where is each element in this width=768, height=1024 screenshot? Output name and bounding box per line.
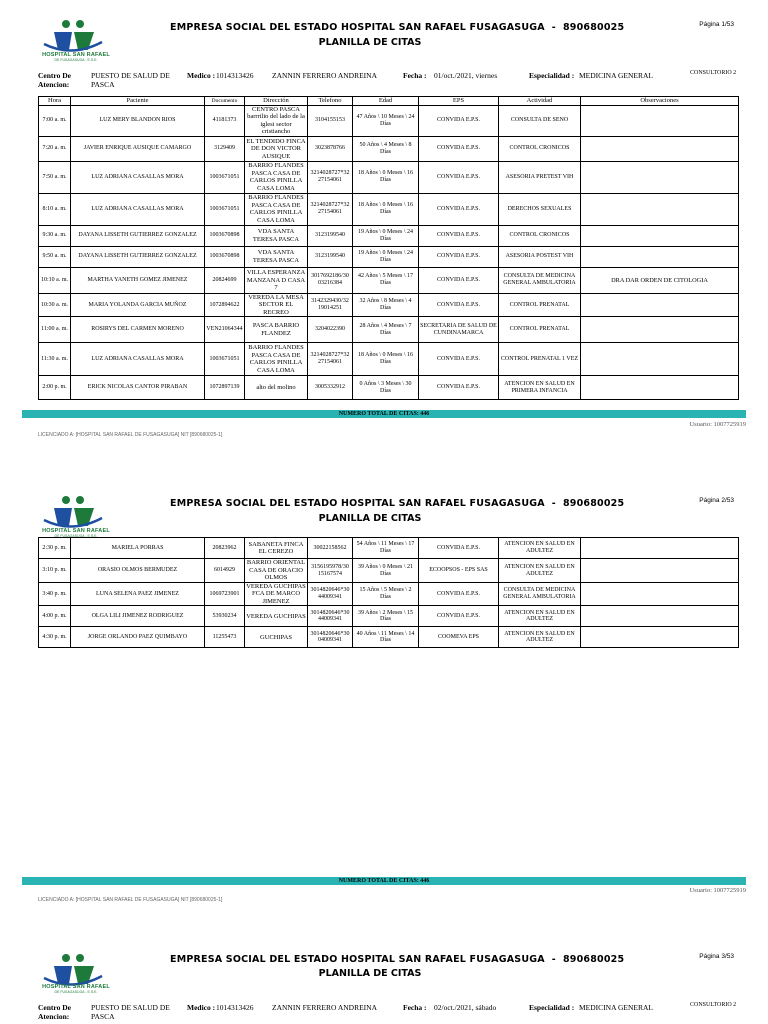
cell-eps: CONVIDA E.P.S. (419, 343, 499, 376)
cell-hora: 7:50 a. m. (39, 161, 71, 193)
logo-text: HOSPITAL SAN RAFAEL (42, 52, 110, 58)
cell-doc: 3129409 (205, 136, 245, 161)
cell-eps: CONVIDA E.P.S. (419, 193, 499, 225)
cell-doc: 41181373 (205, 106, 245, 137)
cell-doc: 1003671051 (205, 193, 245, 225)
column-header: EPS (419, 97, 499, 106)
medico-id: 1014313426 (216, 71, 254, 80)
cell-doc: 53930234 (205, 606, 245, 627)
appointments-body (39, 538, 739, 648)
cell-tel: 3023878766 (308, 136, 353, 161)
cell-eps: CONVIDA E.P.S. (419, 538, 499, 559)
cell-eps: CONVIDA E.P.S. (419, 106, 499, 137)
cell-eps: CONVIDA E.P.S. (419, 267, 499, 293)
cell-hora: 11:00 a. m. (39, 317, 71, 343)
table-row (39, 583, 739, 606)
cell-act: ATENCION EN SALUD EN PRIMERA INFANCIA (499, 376, 581, 400)
cell-dir: PASCA BARRIO FLANDEZ (245, 317, 308, 343)
cell-paciente: DAYANA LISSETH GUTIERREZ GONZALEZ (71, 246, 205, 267)
cell-dir: VDA SANTA TERESA PASCA (245, 246, 308, 267)
cell-eps: CONVIDA E.P.S. (419, 293, 499, 316)
cell-eps: CONVIDA E.P.S. (419, 583, 499, 606)
cell-dir: BARRIO FLANDES PASCA CASA DE CARLOS PINILLA CASA LOMA (245, 343, 308, 376)
cell-act: CONSULTA DE MEDICINA GENERAL AMBULATORIA (499, 267, 581, 293)
report-title: EMPRESA SOCIAL DEL ESTADO HOSPITAL SAN RAFAEL FUSAGASUGA - 890680025 (170, 22, 625, 33)
cell-hora: 7:20 a. m. (39, 136, 71, 161)
cell-hora: 8:10 a. m. (39, 193, 71, 225)
cell-obs: DRA DAR ORDEN DE CITOLOGIA (581, 267, 739, 293)
cell-act: ATENCION EN SALUD EN ADULTEZ (499, 627, 581, 648)
fecha-value: 02/oct./2021, sábado (434, 1003, 497, 1012)
cell-doc: VEN21064344 (205, 317, 245, 343)
page-number: Página 3/53 (699, 953, 734, 960)
cell-act: ATENCION EN SALUD EN ADULTEZ (499, 559, 581, 583)
cell-tel: 3214028727*32 27154061 (308, 343, 353, 376)
logo-subtext: DE FUSAGASUGA - E.S.E. (54, 990, 98, 994)
cell-obs (581, 106, 739, 137)
cell-dir: BARRIO ORIENTAL CASA DE ORACIO OLMOS (245, 559, 308, 583)
cell-dir: VEREDA GUCHIPAS FCA DE MARCO JIMENEZ (246, 583, 306, 605)
cell-act: CONTROL PRENATAL 1 VEZ (499, 343, 581, 376)
table-row (39, 246, 739, 267)
cell-eps: CONVIDA E.P.S. (419, 225, 499, 246)
cell-dir: CENTRO PASCA barrrilio del lado de la iglesi sector cristiancho (245, 106, 308, 137)
logo-text: HOSPITAL SAN RAFAEL (42, 984, 110, 990)
cell-tel: 3214028727*32 27154061 (308, 193, 353, 225)
license-text: LICENCIADO A: [HOSPITAL SAN RAFAEL DE FUSAGASUGA] NIT [890680025-1] (38, 432, 223, 438)
cell-dir: BARRIO FLANDES PASCA CASA DE CARLOS PINILLA CASA LOMA (245, 193, 308, 225)
cell-tel: 3017692186/30 03216384 (308, 267, 353, 293)
cell-paciente: JAVIER ENRIQUE AUSIQUE CAMARGO (71, 136, 205, 161)
centro-value: PUESTO DE SALUD DE PASCA (91, 1003, 170, 1021)
medico-name: ZANNIN FERRERO ANDREINA (272, 71, 377, 80)
cell-tel: 3014820646*30 44009341 (308, 606, 353, 627)
cell-act: ASESORIA PRETEST VIH (499, 161, 581, 193)
column-header: Dirección (245, 97, 308, 106)
cell-hora: 10:10 a. m. (39, 267, 71, 293)
especialidad-label: Especialidad : (529, 1003, 575, 1012)
especialidad-value: MEDICINA GENERAL (579, 1003, 653, 1012)
report-page-2 (0, 476, 768, 906)
cell-eps: SECRETARIA DE SALUD DE CUNDINAMARCA (419, 317, 499, 343)
cell-edad: 40 Años \ 11 Meses \ 14 Días (353, 627, 419, 648)
report-meta (38, 1003, 738, 1024)
cell-hora: 4:00 p. m. (39, 606, 71, 627)
cell-paciente: ORASIO OLMOS BERMUDEZ (71, 559, 205, 583)
cell-dir: BARRIO FLANDES PASCA CASA DE CARLOS PINILLA CASA LOMA (245, 161, 308, 193)
cell-paciente: ROSIRYS DEL CARMEN MORENO (71, 317, 205, 343)
cell-obs (581, 376, 739, 400)
logo-subtext: DE FUSAGASUGA - E.S.E. (54, 534, 98, 538)
cell-paciente: OLGA LILI JIMENEZ RODRIGUEZ (71, 606, 205, 627)
table-row (39, 606, 739, 627)
cell-dir: VEREDA GUCHIPAS (245, 606, 308, 627)
medico-name: ZANNIN FERRERO ANDREINA (272, 1003, 377, 1012)
fecha-label: Fecha : (403, 1003, 427, 1012)
column-header: Telefono (308, 97, 353, 106)
cell-hora: 9:30 a. m. (39, 225, 71, 246)
table-row (39, 106, 739, 137)
column-header: Paciente (71, 97, 205, 106)
cell-act: DERECHOS SEXUALES (499, 193, 581, 225)
cell-tel: 3005332912 (308, 376, 353, 400)
table-row (39, 193, 739, 225)
consultorio: CONSULTORIO 2 (690, 70, 737, 76)
cell-eps: ECOOPSOS - EPS SAS (419, 559, 499, 583)
report-meta (38, 71, 738, 93)
cell-act: ATENCION EN SALUD EN ADULTEZ (499, 538, 581, 559)
total-citas-bar: NUMERO TOTAL DE CITAS: 446 (22, 410, 746, 418)
cell-eps: CONVIDA E.P.S. (419, 246, 499, 267)
cell-eps: CONVIDA E.P.S. (419, 606, 499, 627)
cell-doc: 11255473 (205, 627, 245, 648)
cell-paciente: DAYANA LISSETH GUTIERREZ GONZALEZ (71, 225, 205, 246)
cell-obs (581, 627, 739, 648)
table-row (39, 293, 739, 316)
column-header: Observaciones (581, 97, 739, 106)
cell-dir: VDA SANTA TERESA PASCA (245, 225, 308, 246)
column-header: Actividad (499, 97, 581, 106)
cell-eps: COOMEVA EPS (419, 627, 499, 648)
cell-doc: 1072894622 (205, 293, 245, 316)
cell-doc: 1003670898 (205, 225, 245, 246)
report-page-3 (0, 940, 768, 1024)
cell-edad: 42 Años \ 5 Meses \ 17 Días (353, 267, 419, 293)
cell-edad: 47 Años \ 10 Meses \ 24 Días (353, 106, 419, 137)
cell-paciente: MARIELA PORRAS (71, 538, 205, 559)
cell-dir: VEREDA LA MESA SECTOR EL RECREO (245, 293, 308, 316)
table-row (39, 538, 739, 559)
cell-tel: 3156195978/30 15167574 (308, 559, 353, 583)
report-page-1 (0, 0, 768, 470)
cell-obs (581, 246, 739, 267)
column-header: Documento (205, 97, 245, 106)
cell-edad: 54 Años \ 11 Meses \ 17 Días (353, 538, 419, 559)
report-title: EMPRESA SOCIAL DEL ESTADO HOSPITAL SAN RAFAEL FUSAGASUGA - 890680025 (170, 954, 625, 965)
cell-act: ATENCION EN SALUD EN ADULTEZ (499, 606, 581, 627)
cell-tel: 3214028727*32 27154061 (308, 161, 353, 193)
cell-doc: 1072897139 (205, 376, 245, 400)
usuario-label: Usuario: 1007725919 (689, 887, 746, 894)
cell-doc: 1003670898 (205, 246, 245, 267)
cell-eps: CONVIDA E.P.S. (419, 376, 499, 400)
cell-hora: 10:30 a. m. (39, 293, 71, 316)
table-row (39, 136, 739, 161)
cell-hora: 2:00 p. m. (39, 376, 71, 400)
fecha-label: Fecha : (403, 71, 427, 80)
cell-obs (581, 343, 739, 376)
cell-hora: 7:00 a. m. (39, 106, 71, 137)
cell-paciente: LUZ MERY BLANDON RIOS (71, 106, 205, 137)
cell-obs (581, 161, 739, 193)
cell-tel: 3002215856​2 (308, 538, 353, 559)
cell-edad: 15 Años \ 5 Meses \ 2 Días (353, 583, 419, 606)
appointments-table (38, 537, 739, 648)
cell-hora: 4:30 p. m. (39, 627, 71, 648)
table-row (39, 376, 739, 400)
table-row (39, 343, 739, 376)
cell-obs (581, 317, 739, 343)
cell-act: CONSULTA DE SENO (499, 106, 581, 137)
cell-obs (581, 559, 739, 583)
appointments-table (38, 96, 739, 400)
cell-tel: 3142329430/32 19014251 (308, 293, 353, 316)
cell-paciente: MARIA YOLANDA GARCIA MUÑOZ (71, 293, 205, 316)
cell-doc: 1003671051 (205, 343, 245, 376)
especialidad-label: Especialidad : (529, 71, 575, 80)
cell-edad: 18 Años \ 0 Meses \ 16 Días (353, 343, 419, 376)
cell-dir: GUCHIPAS (245, 627, 308, 648)
table-row (39, 267, 739, 293)
cell-act: CONTROL CRONICOS (499, 136, 581, 161)
cell-hora: 2:30 p. m. (39, 538, 71, 559)
cell-tel: 3014820646*30 04009341 (308, 627, 353, 648)
report-subtitle: PLANILLA DE CITAS (318, 37, 422, 48)
cell-doc: 20824699 (205, 267, 245, 293)
usuario-label: Usuario: 1007725919 (689, 421, 746, 428)
cell-tel: 3204022390 (308, 317, 353, 343)
cell-obs (581, 193, 739, 225)
cell-tel: 3104155153 (308, 106, 353, 137)
cell-obs (581, 225, 739, 246)
page-number: Página 2/53 (699, 497, 734, 504)
cell-edad: 39 Años \ 2 Meses \ 15 Días (353, 606, 419, 627)
cell-obs (581, 538, 739, 559)
cell-obs (581, 583, 739, 606)
column-header: Hora (39, 97, 71, 106)
cell-edad: 32 Años \ 8 Meses \ 4 Días (353, 293, 419, 316)
report-subtitle: PLANILLA DE CITAS (318, 513, 422, 524)
cell-dir: EL TENDIDO FINCA DE DON VICTOR AUSIQUE (246, 137, 306, 160)
cell-tel: 3123199540 (308, 225, 353, 246)
cell-act: CONTROL PRENATAL (499, 317, 581, 343)
column-header: Edad (353, 97, 419, 106)
cell-act: CONSULTA DE MEDICINA GENERAL AMBULATORIA (499, 583, 581, 606)
table-header-row (39, 97, 739, 106)
cell-paciente: LUZ ADRIANA CASALLAS MORA (71, 343, 205, 376)
license-text: LICENCIADO A: [HOSPITAL SAN RAFAEL DE FUSAGASUGA] NIT [890680025-1] (38, 897, 223, 903)
cell-paciente: LUZ ADRIANA CASALLAS MORA (71, 193, 205, 225)
medico-label: Medico : (187, 1003, 216, 1012)
cell-paciente: ERICK NICOLAS CANTOR PIRABAN (71, 376, 205, 400)
especialidad-value: MEDICINA GENERAL (579, 71, 653, 80)
cell-act: ASESORIA POSTEST VIH (499, 246, 581, 267)
cell-edad: 19 Años \ 0 Meses \ 24 Días (353, 225, 419, 246)
cell-edad: 19 Años \ 0 Meses \ 24 Días (353, 246, 419, 267)
appointments-body (39, 106, 739, 400)
cell-paciente: JORGE ORLANDO PAEZ QUIMBAYO (71, 627, 205, 648)
cell-obs (581, 293, 739, 316)
cell-dir: SABANETA FINCA EL CEREZO (245, 538, 308, 559)
cell-edad: 18 Años \ 0 Meses \ 16 Días (353, 193, 419, 225)
cell-obs (581, 136, 739, 161)
cell-hora: 3:10 p. m. (39, 559, 71, 583)
cell-edad: 0 Años \ 3 Meses \ 30 Días (353, 376, 419, 400)
centro-value: PUESTO DE SALUD DE PASCA (91, 71, 170, 89)
centro-label: Centro De Atencion: (38, 1003, 71, 1021)
cell-edad: 39 Años \ 0 Meses \ 21 Días (353, 559, 419, 583)
total-citas-bar: NUMERO TOTAL DE CITAS: 446 (22, 877, 746, 885)
table-row (39, 161, 739, 193)
cell-dir: alto del molino (245, 376, 308, 400)
report-subtitle: PLANILLA DE CITAS (318, 968, 422, 979)
logo-text: HOSPITAL SAN RAFAEL (42, 528, 110, 534)
cell-doc: 1003671051 (205, 161, 245, 193)
cell-paciente: MARTHA YANETH GOMEZ JIMENEZ (71, 267, 205, 293)
cell-obs (581, 606, 739, 627)
cell-act: CONTROL PRENATAL (499, 293, 581, 316)
cell-paciente: LUZ ADRIANA CASALLAS MORA (71, 161, 205, 193)
cell-hora: 11:30 a. m. (39, 343, 71, 376)
cell-doc: 1069723901 (205, 583, 245, 606)
table-row (39, 627, 739, 648)
medico-label: Medico : (187, 71, 216, 80)
fecha-value: 01/oct./2021, viernes (434, 71, 498, 80)
cell-doc: 6014929 (205, 559, 245, 583)
cell-edad: 28 Años \ 4 Meses \ 7 Días (353, 317, 419, 343)
cell-edad: 18 Años \ 0 Meses \ 16 Días (353, 161, 419, 193)
cell-tel: 3123199540 (308, 246, 353, 267)
cell-act: CONTROL CRONICOS (499, 225, 581, 246)
page-number: Página 1/53 (699, 21, 734, 28)
cell-edad: 50 Años \ 4 Meses \ 8 Días (353, 136, 419, 161)
cell-hora: 9:50 a. m. (39, 246, 71, 267)
logo-subtext: DE FUSAGASUGA - E.S.E. (54, 58, 98, 62)
cell-dir: VILLA ESPERANZA MANZANA D CASA 7 (245, 267, 308, 293)
table-row (39, 225, 739, 246)
cell-paciente: LUNA SELENA PAEZ JIMENEZ (71, 583, 205, 606)
cell-tel: 3014820646*30 44009341 (308, 583, 353, 606)
cell-hora: 3:40 p. m. (39, 583, 71, 606)
report-title: EMPRESA SOCIAL DEL ESTADO HOSPITAL SAN RAFAEL FUSAGASUGA - 890680025 (170, 498, 625, 509)
centro-label: Centro De Atencion: (38, 71, 71, 89)
cell-eps: CONVIDA E.P.S. (419, 136, 499, 161)
table-row (39, 559, 739, 583)
table-row (39, 317, 739, 343)
cell-eps: CONVIDA E.P.S. (419, 161, 499, 193)
medico-id: 1014313426 (216, 1003, 254, 1012)
cell-doc: 20823962 (205, 538, 245, 559)
consultorio: CONSULTORIO 2 (690, 1002, 737, 1008)
